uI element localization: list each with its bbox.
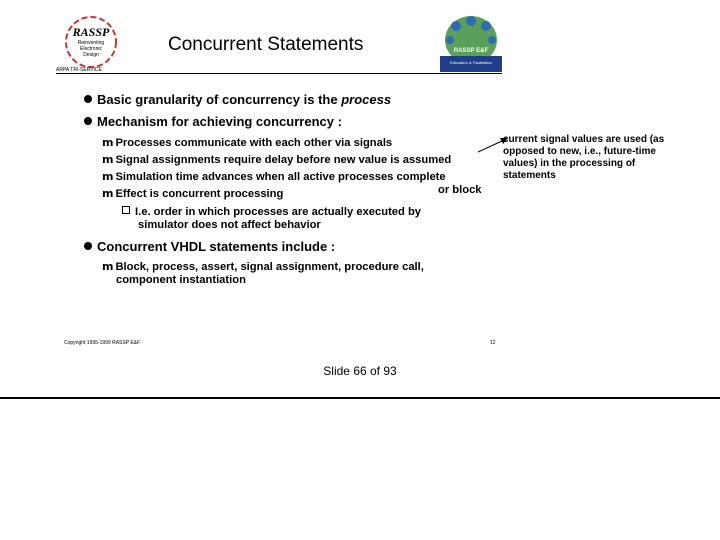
side-note [503,134,715,182]
side-note-line3: values) in the processing of [503,158,636,169]
bullet-concurrent-vhdl: Concurrent VHDL statements include : [84,239,335,254]
bullet-granularity: Basic granularity of concurrency is the process [84,92,391,107]
slide-number: Slide 66 of 93 [323,364,397,378]
side-note-line1: current signal values are used (as [503,134,665,145]
sub-sub-bullet-order: I.e. order in which processes are actually executed by simulator does not affect behavior [122,206,421,232]
square-bullet-icon [122,206,130,214]
sub-bullet-icon: m [102,153,114,166]
rassp-logo [54,12,128,72]
header-rule [56,73,502,74]
sub-bullet-icon: m [102,170,114,183]
page-title: Concurrent Statements [168,34,364,55]
copyright-text: Copyright 1995-1999 RASSP E&F [64,340,141,346]
rassp-ef-logo-line1: Education & Facilitation [450,60,492,65]
sub-bullet-icon: m [102,136,114,149]
rassp-logo-name: RASSP [72,25,110,39]
page-mark: 12 [490,340,496,346]
side-note-line2: opposed to new, i.e., future-time [503,146,656,157]
bullet-mechanism: Mechanism for achieving concurrency : [84,114,342,129]
rassp-logo-line3: Design [83,52,99,58]
bottom-rule [0,397,720,399]
sub-bullet-delay: m Signal assignments require delay before new value is assumed [102,153,452,166]
side-note-line4: statements [503,170,556,181]
or-block-text: or block [438,184,482,196]
sub-bullet-effect: m Effect is concurrent processing [102,187,284,200]
bullet-dot-icon [84,117,92,125]
sub-bullet-sim-time: m Simulation time advances when all active processes complete [102,170,446,183]
sub-bullet-statement-kinds: m Block, process, assert, signal assignment, procedure call, component instantiation [102,260,424,286]
rassp-ef-logo [436,12,506,72]
sub-bullet-communicate: m Processes communicate with each other via signals [102,136,393,149]
bullet-dot-icon [84,95,92,103]
process-emphasis: process [341,92,392,107]
rassp-logo-caption: ARPA TRI-SERVICE [56,67,102,73]
sub-bullet-icon: m [102,260,114,273]
sub-bullet-icon: m [102,187,114,200]
rassp-ef-logo-name: RASSP E&F [453,48,489,54]
rassp-logo-line1: Reinventing [77,40,105,46]
bullet-dot-icon [84,242,92,250]
rassp-logo-line2: Electronic [80,46,102,52]
